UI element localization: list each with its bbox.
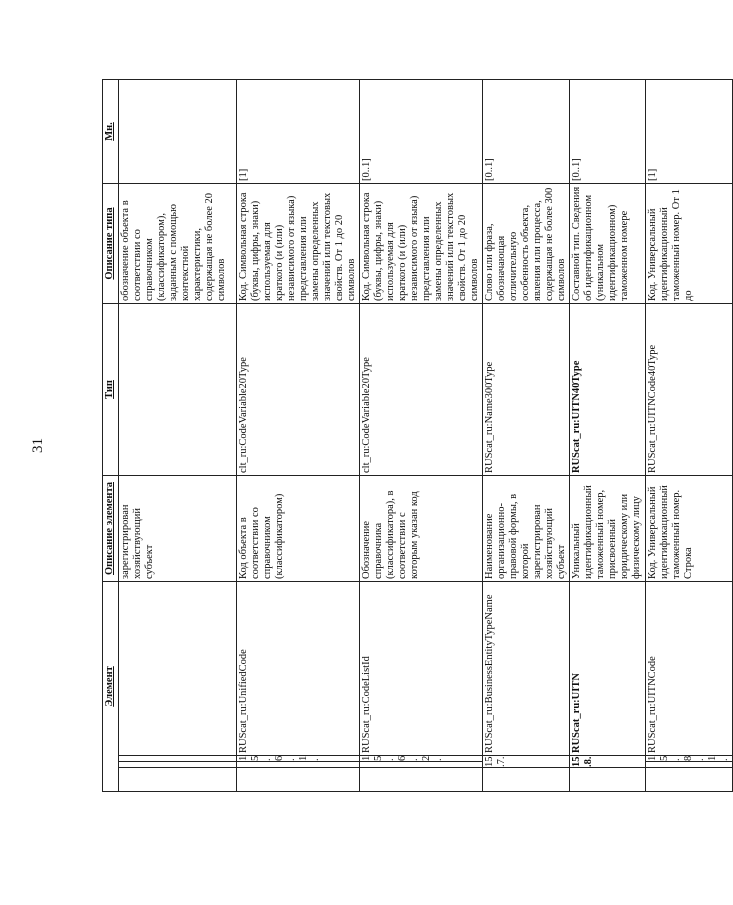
rotated-page-content [102, 80, 730, 792]
cell-type [119, 304, 237, 476]
cell-type-desc: обозначение объекта в соответствии со справочником (классификатором), заданным с помощью контекстной характеристики, содержащая не более 20 символов [119, 184, 237, 304]
header-mult: Мн. [103, 80, 119, 184]
cell-blank [119, 768, 237, 792]
cell-blank [360, 762, 483, 768]
cell-number: 15.6.2. [360, 756, 483, 762]
cell-element-name: RUScat_ru:UITNCode [646, 582, 733, 756]
table-row-continuation [119, 80, 237, 792]
table-row [646, 80, 733, 792]
cell-blank [237, 762, 360, 768]
cell-mult [119, 80, 237, 184]
cell-element-desc: Уникальный идентификационный таможенный номер, присвоенный юридическому или физическому лицу [570, 476, 646, 582]
cell-type: clt_ru:CodeVariable20Type [360, 304, 483, 476]
cell-number: 15.6.1. [237, 756, 360, 762]
cell-mult: [1] [646, 80, 733, 184]
cell-element-desc: зарегистрирован хозяйствующий субъект [119, 476, 237, 582]
element-table [102, 79, 733, 792]
cell-mult: [0..1] [360, 80, 483, 184]
cell-element-desc: Код объекта в соответствии со справочником (классификатором) [237, 476, 360, 582]
cell-mult: [0..1] [570, 80, 646, 184]
cell-blank [646, 768, 733, 792]
cell-type: RUScat_ru:Name300Type [483, 304, 570, 476]
cell-element-name: RUScat_ru:CodeListId [360, 582, 483, 756]
table-row [360, 80, 483, 792]
cell-type-desc: Код. Универсальный идентификационный таможенный номер. От 1 до [646, 184, 733, 304]
cell-element-name: RUScat_ru:UnifiedCode [237, 582, 360, 756]
table-row [237, 80, 360, 792]
cell-element-desc: Наименование организационно-правовой формы, в которой зарегистрирован хозяйствующий субъект [483, 476, 570, 582]
cell-blank [119, 756, 237, 762]
cell-type-desc: Код. Символьная строка (буквы, цифры, знаки) используемая для краткого (и (или) независимого от языка) представления или замены определенных значений или текстовых свойств. От 1 до 20 символов [360, 184, 483, 304]
cell-mult: [0..1] [483, 80, 570, 184]
header-type-desc: Описание типа [103, 184, 119, 304]
cell-blank [570, 768, 646, 792]
cell-type: RUScat_ru:UITN40Type [570, 304, 646, 476]
cell-number: 15.8.1. [646, 756, 733, 762]
cell-element-name: RUScat_ru:UITN [570, 582, 646, 756]
cell-blank [483, 768, 570, 792]
header-element: Элемент [103, 582, 119, 792]
cell-number: 15.8. [570, 756, 646, 768]
cell-element-desc: Код. Универсальный идентификационный таможенный номер. Строка [646, 476, 733, 582]
header-element-desc: Описание элемента [103, 476, 119, 582]
cell-type-desc: Составной тип. Сведения об идентификационном (уникальном идентификационном) таможенном номере [570, 184, 646, 304]
cell-blank [360, 768, 483, 792]
cell-mult: [1] [237, 80, 360, 184]
table-row [570, 80, 646, 792]
cell-blank [119, 582, 237, 756]
header-type: Тип [103, 304, 119, 476]
cell-type: RUScat_ru:UITNCode40Type [646, 304, 733, 476]
cell-type: clt_ru:CodeVariable20Type [237, 304, 360, 476]
cell-blank [119, 762, 237, 768]
cell-element-name: RUScat_ru:BusinessEntityTypeName [483, 582, 570, 756]
page-number: 31 [30, 438, 46, 453]
table-header-row [103, 80, 119, 792]
cell-blank [646, 762, 733, 768]
cell-element-desc: Обозначение справочника (классификатора), в соответствии с которым указан код [360, 476, 483, 582]
cell-blank [237, 768, 360, 792]
cell-type-desc: Слово или фраза, обозначающая отличительную особенность объекта, явления или процесса, содержащая не более 300 символов [483, 184, 570, 304]
cell-number: 15.7. [483, 756, 570, 768]
cell-type-desc: Код. Символьная строка (буквы, цифры, знаки) используемая для краткого (и (или) независимого от языка) представления или замены определенных значений или текстовых свойств. От 1 до 20 символов [237, 184, 360, 304]
table-row [483, 80, 570, 792]
